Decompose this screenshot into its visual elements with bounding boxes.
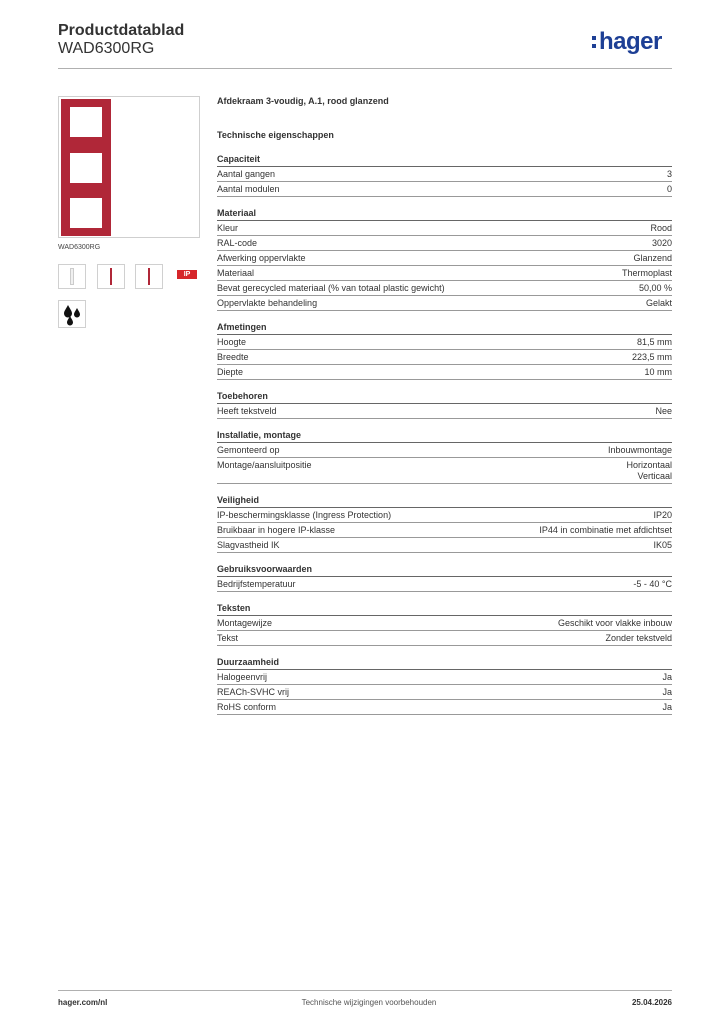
spec-value [605, 633, 672, 644]
spec-row [217, 685, 672, 700]
frame-opening [70, 107, 102, 137]
spec-row [217, 523, 672, 538]
frame-opening [70, 153, 102, 183]
section-title: Installatie, montage [217, 430, 672, 443]
spec-value [662, 687, 672, 698]
spec-label: Slagvastheid IK [217, 540, 280, 550]
spec-value [633, 579, 672, 590]
main-section-title: Technische eigenschappen [217, 130, 334, 140]
footer-divider [58, 990, 672, 991]
section-title: Duurzaamheid [217, 657, 672, 670]
specifications [217, 92, 672, 715]
footer-website[interactable]: hager.com/nl [58, 998, 108, 1007]
spec-row [217, 221, 672, 236]
spec-label: Bedrijfstemperatuur [217, 579, 296, 589]
spec-value [539, 525, 672, 536]
spec-value [639, 283, 672, 294]
spec-value [667, 184, 672, 195]
spec-label: Montagewijze [217, 618, 273, 628]
spec-row [217, 508, 672, 523]
spec-value-line: Ja [662, 687, 672, 697]
spec-value-line: Geschikt voor vlakke inbouw [557, 618, 672, 628]
spec-value-line: Zonder tekstveld [605, 633, 672, 643]
spec-row [217, 404, 672, 419]
spec-value [662, 702, 672, 713]
frame-side-icon[interactable] [97, 264, 125, 289]
spec-row [217, 335, 672, 350]
spec-label: Bruikbaar in hogere IP-klasse [217, 525, 336, 535]
spec-row [217, 458, 672, 484]
spec-label: Bevat gerecycled materiaal (% van totaal plastic gewicht) [217, 283, 445, 293]
spec-label: IP-beschermingsklasse (Ingress Protection) [217, 510, 392, 520]
spec-value [650, 223, 672, 234]
spec-row [217, 538, 672, 553]
spec-row [217, 266, 672, 281]
spec-label: Afwerking oppervlakte [217, 253, 306, 263]
spec-label: REACh-SVHC vrij [217, 687, 290, 697]
section-title: Toebehoren [217, 391, 672, 404]
water-drops-icon [58, 300, 86, 328]
spec-row [217, 182, 672, 197]
spec-row [217, 365, 672, 380]
spec-value-line: Nee [655, 406, 672, 416]
spec-value-line: Verticaal [637, 471, 672, 481]
spec-sections [217, 154, 672, 715]
spec-label: Aantal modulen [217, 184, 280, 194]
spec-value [646, 298, 672, 309]
spec-label: RAL-code [217, 238, 258, 248]
spec-value [653, 540, 672, 551]
spec-label: Oppervlakte behandeling [217, 298, 318, 308]
spec-value [622, 268, 672, 279]
spec-value-line: 10 mm [644, 367, 672, 377]
product-code: WAD6300RG [58, 40, 155, 57]
section-title: Gebruiksvoorwaarden [217, 564, 672, 577]
spec-value-line: Inbouwmontage [607, 445, 672, 455]
section-title: Veiligheid [217, 495, 672, 508]
spec-value [667, 169, 672, 180]
spec-label: RoHS conform [217, 702, 277, 712]
spec-label: Diepte [217, 367, 244, 377]
spec-label: Materiaal [217, 268, 255, 278]
image-caption: WAD6300RG [58, 244, 101, 251]
spec-label: Halogeenvrij [217, 672, 268, 682]
spec-value-line: 3 [666, 169, 672, 179]
spec-value-line: Glanzend [633, 253, 672, 263]
spec-value [662, 672, 672, 683]
frame-front-icon[interactable] [58, 264, 86, 289]
spec-value-line: IP20 [653, 510, 672, 520]
spec-row [217, 631, 672, 646]
spec-label: Gemonteerd op [217, 445, 280, 455]
spec-label: Breedte [217, 352, 249, 362]
frame-front-shape [70, 268, 74, 285]
spec-value-line: IP44 in combinatie met afdichtset [539, 525, 672, 535]
ip-rating-icon: IP [177, 270, 197, 279]
spec-value-line: Ja [662, 702, 672, 712]
section-title: Teksten [217, 603, 672, 616]
spec-row [217, 281, 672, 296]
spec-value-line: -5 - 40 °C [633, 579, 672, 589]
spec-row [217, 443, 672, 458]
spec-value-line: IK05 [653, 540, 672, 550]
spec-label: Tekst [217, 633, 239, 643]
section-title: Capaciteit [217, 154, 672, 167]
spec-value-line: 223,5 mm [631, 352, 672, 362]
spec-value [632, 352, 672, 363]
spec-value [644, 367, 672, 378]
spec-value [608, 445, 672, 456]
spec-label: Heeft tekstveld [217, 406, 277, 416]
spec-label: Montage/aansluitpositie [217, 460, 312, 470]
spec-value-line: Horizontaal [626, 460, 672, 470]
hager-logo [592, 28, 662, 56]
spec-label: Aantal gangen [217, 169, 276, 179]
frame-edge-shape [148, 268, 150, 285]
spec-row [217, 616, 672, 631]
spec-value-line: Gelakt [645, 298, 672, 308]
spec-row [217, 251, 672, 266]
header-divider [58, 68, 672, 69]
spec-row [217, 296, 672, 311]
logo-dots-icon [592, 34, 597, 50]
spec-row [217, 577, 672, 592]
frame-edge-icon[interactable] [135, 264, 163, 289]
spec-label: Kleur [217, 223, 239, 233]
frame-side-shape [110, 268, 112, 285]
spec-value-line: Thermoplast [621, 268, 672, 278]
spec-row [217, 700, 672, 715]
spec-row [217, 350, 672, 365]
page-title: Productdatablad [58, 22, 185, 39]
footer-disclaimer: Technische wijzigingen voorbehouden [301, 998, 437, 1007]
frame-illustration [61, 99, 111, 236]
spec-value-line: 0 [666, 184, 672, 194]
spec-value [653, 510, 672, 521]
frame-opening [70, 198, 102, 228]
spec-value [633, 253, 672, 264]
spec-value-line: Ja [662, 672, 672, 682]
spec-value-line: Rood [650, 223, 672, 233]
spec-row [217, 167, 672, 182]
spec-row [217, 236, 672, 251]
spec-value [558, 618, 672, 629]
section-title: Afmetingen [217, 322, 672, 335]
spec-value-line: 3020 [651, 238, 672, 248]
spec-value [626, 460, 672, 482]
product-description: Afdekraam 3-voudig, A.1, rood glanzend [217, 96, 389, 106]
spec-value [652, 238, 672, 249]
section-title: Materiaal [217, 208, 672, 221]
logo-text: hager [599, 28, 662, 55]
footer-date: 25.04.2026 [631, 998, 672, 1007]
spec-value [637, 337, 672, 348]
spec-value-line: 50,00 % [638, 283, 672, 293]
spec-row [217, 670, 672, 685]
spec-label: Hoogte [217, 337, 247, 347]
spec-value [655, 406, 672, 417]
spec-value-line: 81,5 mm [636, 337, 672, 347]
